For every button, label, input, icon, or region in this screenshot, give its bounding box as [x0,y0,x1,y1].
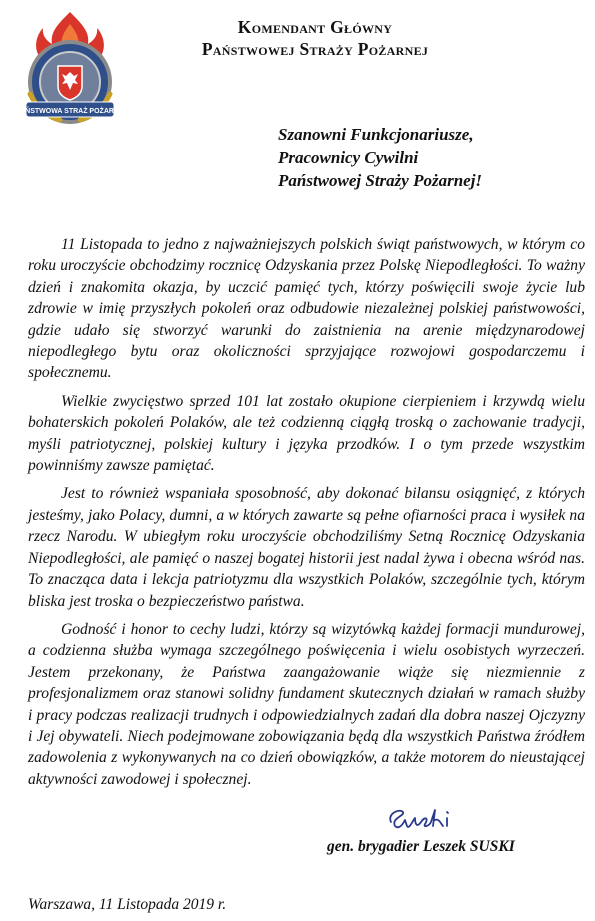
paragraph: Wielkie zwycięstwo sprzed 101 lat zostało okupione cierpieniem i krzywdą wielu bohaterskich pokoleń Polaków, ale też codzienną ciągłą troską o zachowanie tradycji, myśli patriotycznej, polskiej kultury i języka przodków. I o tym przede wszystkim powinniśmy zawsze pamiętać. [28,392,585,475]
emblem-banner-text: PAŃSTWOWA STRAŻ POŻARNA [15,108,125,115]
header-line-2: Państwowej Straży Pożarnej [201,39,429,59]
greeting [278,123,482,192]
paragraph: Godność i honor to cechy ludzi, którzy są wizytówką każdej formacji mundurowej, a codzienna służba wymaga szczególnego poświęcenia i wielu osobistych wyrzeczeń. Jestem przekonany, że Państwa zaangażowanie wiąże się niezmiennie z profesjonalizmem oraz stanowi solidny fundament skutecznych działań w ramach służby i pracy podczas realizacji trudnych i odpowiedzialnych zadań dla dobra naszej Ojczyzny i Jej obywateli. Niech podejmowane zobowiązania będą dla wszystkich Państwa źródłem zadowolenia z wykonywanych na co dzień obowiązków, a także motorem do nieustającej aktywności zawodowej i społecznej. [28,620,585,788]
signatory-name: gen. brygadier Leszek SUSKI [327,838,515,855]
paragraph: 11 Listopada to jedno z najważniejszych polskich świąt państwowych, w którym co roku uroczyście obchodzimy rocznicę Odzyskania przez Polskę Niepodległości. To ważny dzień i znakomita okazja, by uczcić pamięć tych, którzy poświęcili swoje życie lub zdrowie w imię przyszłych pokoleń oraz odbudowie niezależnej polskiej państwowości, gdzie udało się stworzyć warunki do zaistnienia na arenie międzynarodowej niepodległego bytu oraz okoliczności sprzyjające rozwojowi gospodarczemu i społecznemu. [28,236,585,382]
place-and-date: Warszawa, 11 Listopada 2019 r. [28,896,227,913]
letter-body [28,234,585,797]
handwritten-signature [385,800,465,834]
page-title [150,16,480,60]
psp-emblem-icon [12,10,128,130]
greeting-line-3: Państwowej Straży Pożarnej! [278,171,483,190]
paragraph: Jest to również wspaniała sposobność, aby dokonać bilansu osiągnięć, z których jesteśmy, jako Polacy, dumni, a w których zawarte są pełne ofiarności praca i wysiłek na rzecz Narodu. W ubiegłym roku uroczyście obchodziliśmy Setną Rocznicę Odzyskania Niepodległości, ale pamięć o naszej bogatej historii jest nadal żywa i obecna wśród nas. To znacząca data i lekcja patriotyzmu dla wszystkich Polaków, szczególnie tych, którym bliska jest troska o bezpieczeństwo państwa. [28,485,585,610]
header-line-1: Komendant Główny [237,17,393,37]
greeting-line-2: Pracownicy Cywilni [278,148,419,167]
greeting-line-1: Szanowni Funkcjonariusze, [278,125,474,144]
